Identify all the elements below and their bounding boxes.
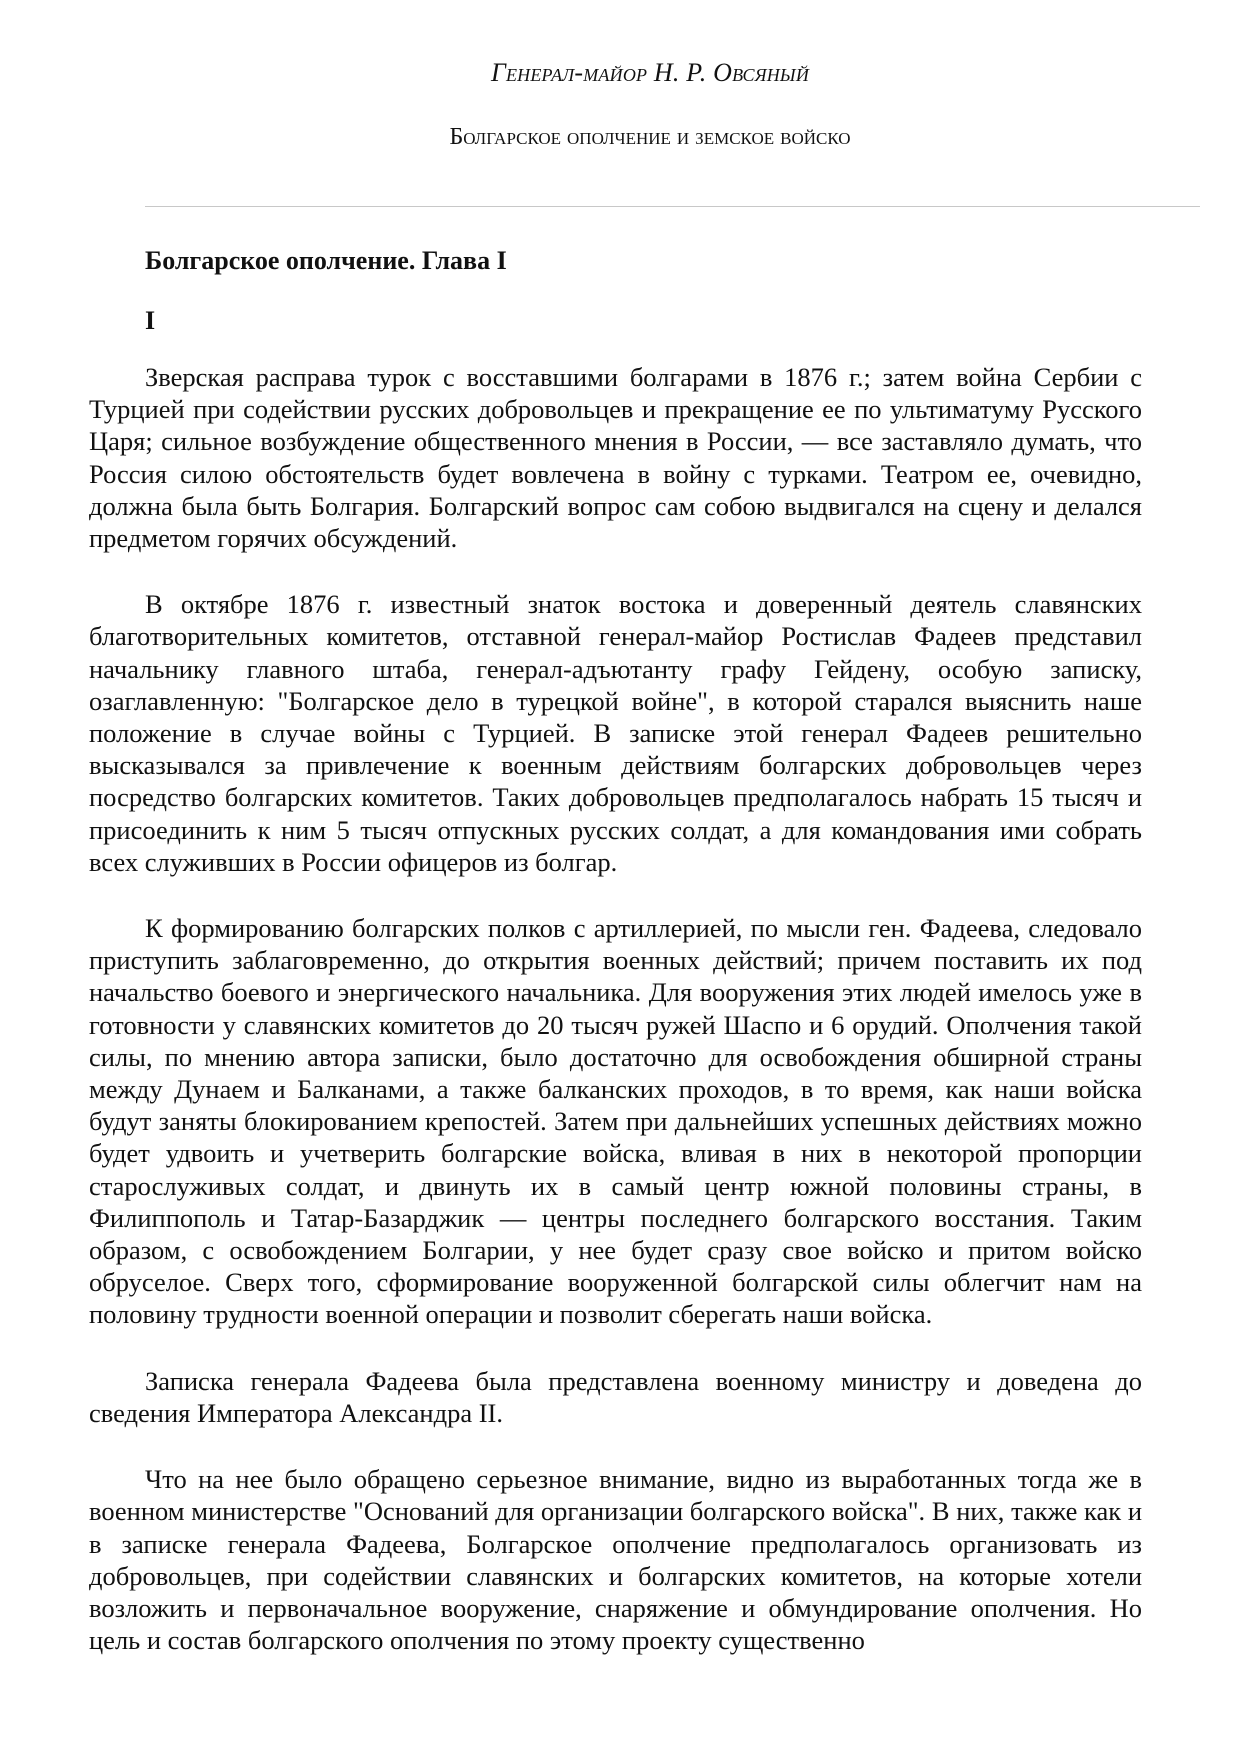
book-title: Болгарское ополчение и земское войско — [449, 124, 851, 150]
author-line: Генерал-майор Н. Р. Овсяный — [490, 58, 810, 87]
chapter-heading: Болгарское ополчение. Глава I — [145, 246, 507, 275]
section-numeral: I — [145, 306, 156, 335]
paragraph: Записка генерала Фадеева была представлена военному министру и доведена до сведения Императора Александра II. — [89, 1365, 1142, 1428]
paragraph: К формированию болгарских полков с артиллерией, по мысли ген. Фадеева, следовало приступить заблаговременно, до открытия военных действий; причем поставить их под начальство боевого и энергического начальника. Для вооружения этих людей имелось уже в готовности у славянских комитетов до 20 тысяч ружей Шаспо и 6 орудий. Ополчения такой силы, по мнению автора записки, было достаточно для освобождения обширной страны между Дунаем и Балканами, а также балканских проходов, в то время, как наши войска будут заняты блокированием крепостей. Затем при дальнейших успешных действиях можно будет удвоить и учетверить болгарские войска, вливая в них в некоторой пропорции старослуживых солдат, и двинуть их в самый центр южной половины страны, в Филиппополь и Татар-Базарджик — центры последнего болгарского восстания. Таким образом, с освобождением Болгарии, у нее будет сразу свое войско и притом войско обруселое. Сверх того, сформирование вооруженной болгарской силы облегчит нам на половину трудности военной операции и позволит сберегать наши войска. — [89, 913, 1142, 1330]
body-text — [89, 361, 1142, 1690]
horizontal-divider — [145, 206, 1200, 207]
paragraph: Зверская расправа турок с восставшими болгарами в 1876 г.; затем война Сербии с Турцией при содействии русских добровольцев и прекращение ее по ультиматуму Русского Царя; сильное возбуждение общественного мнения в России, — все заставляло думать, что Россия силою обстоятельств будет вовлечена в войну с турками. Театром ее, очевидно, должна была быть Болгария. Болгарский вопрос сам собою выдвигался на сцену и делался предметом горячих обсуждений. — [89, 362, 1142, 554]
paragraph: В октябре 1876 г. известный знаток востока и доверенный деятель славянских благотворительных комитетов, отставной генерал-майор Ростислав Фадеев представил начальнику главного штаба, генерал-адъютанту графу Гейдену, особую записку, озаглавленную: "Болгарское дело в турецкой войне", в которой старался выяснить наше положение в случае войны с Турцией. В записке этой генерал Фадеев решительно высказывался за привлечение к военным действиям болгарских добровольцев через посредство болгарских комитетов. Таких добровольцев предполагалось набрать 15 тысяч и присоединить к ним 5 тысяч отпускных русских солдат, а для командования ими собрать всех служивших в России офицеров из болгар. — [89, 589, 1142, 877]
paragraph: Что на нее было обращено серьезное внимание, видно из выработанных тогда же в военном министерстве "Оснований для организации болгарского войска". В них, также как и в записке генерала Фадеева, Болгарское ополчение предполагалось организовать из добровольцев, при содействии славянских и болгарских комитетов, на которые хотели возложить и первоначальное вооружение, снаряжение и обмундирование ополчения. Но цель и состав болгарского ополчения по этому проекту существенно — [89, 1464, 1142, 1656]
